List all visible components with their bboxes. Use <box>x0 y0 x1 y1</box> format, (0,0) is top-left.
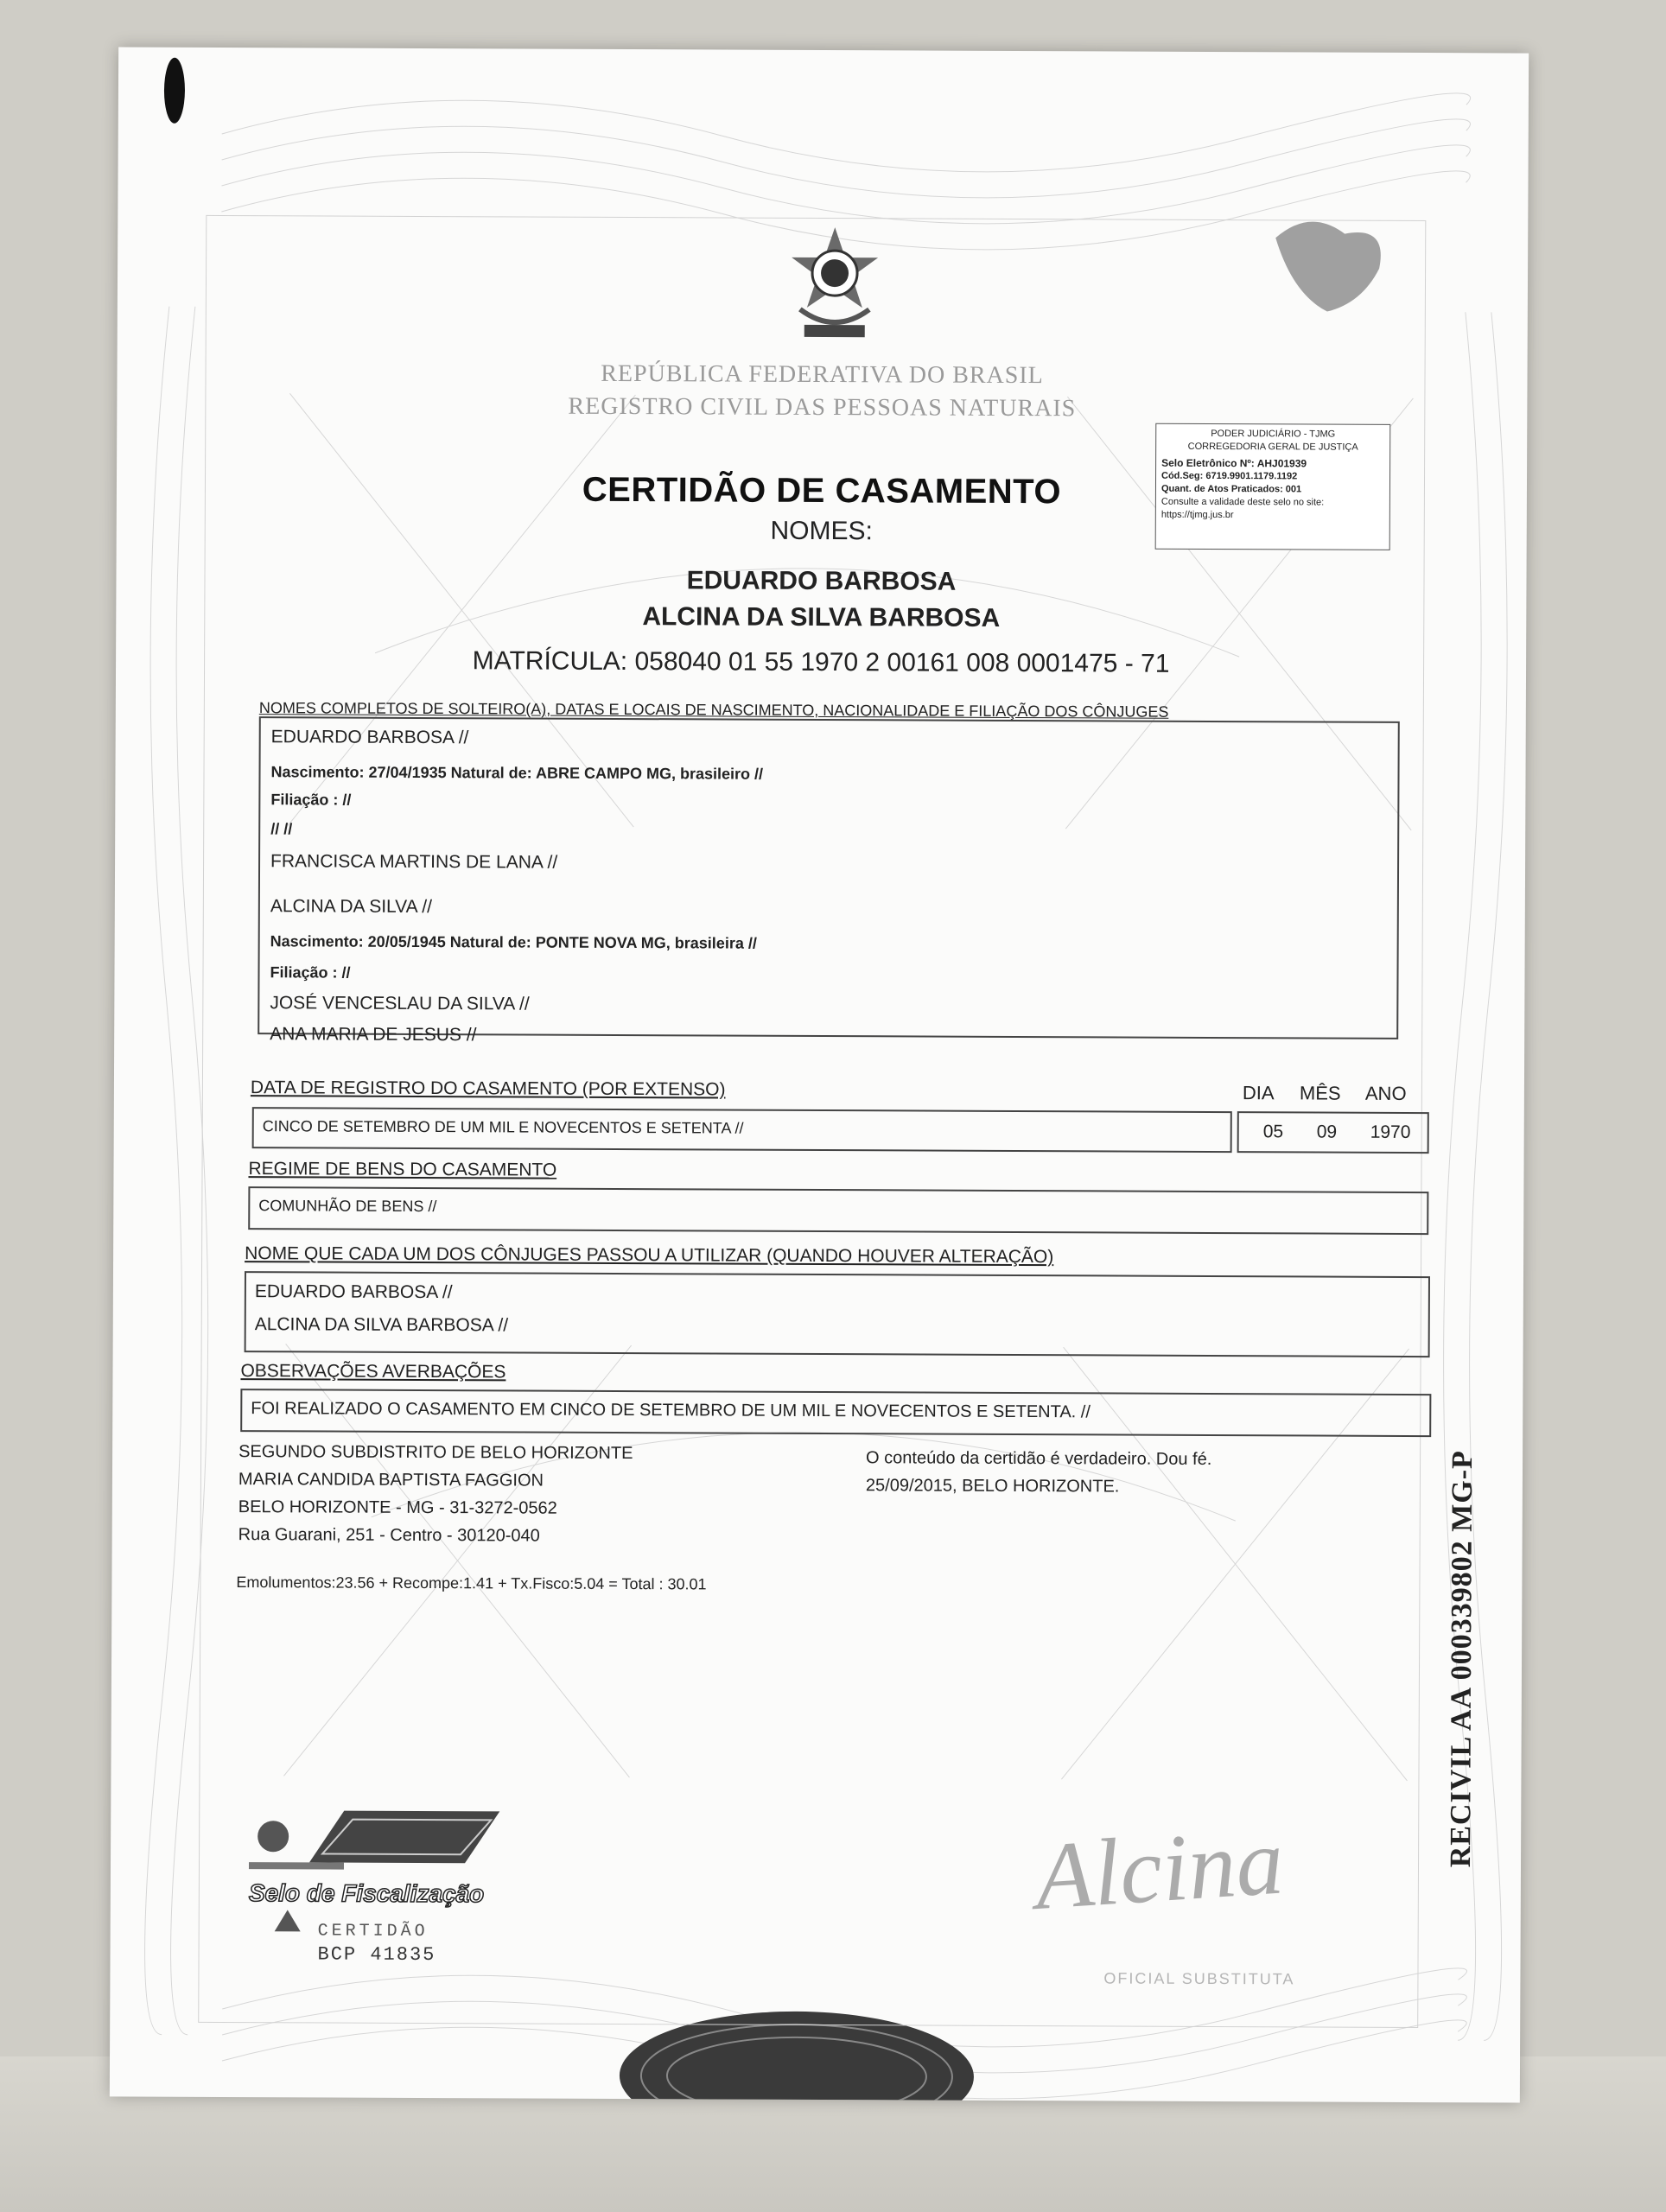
serial-number: RECIVIL AA 000339802 MG-P <box>1445 1450 1479 1868</box>
spouse-line-10: ANA MARIA DE JESUS // <box>270 1024 477 1046</box>
selo-acts-count: Quant. de Atos Praticados: 001 <box>1160 483 1302 495</box>
selo-line-2: CORREGEDORIA GERAL DE JUSTIÇA <box>1187 441 1358 453</box>
month-label: MÊS <box>1299 1082 1341 1104</box>
selo-number: Selo Eletrônico Nº: AHJ01939 <box>1161 456 1307 470</box>
attestation-line-2: 25/09/2015, BELO HORIZONTE. <box>865 1476 1120 1497</box>
signature-caption: OFICIAL SUBSTITUTA <box>1103 1969 1295 1988</box>
coat-of-arms-icon <box>783 223 887 353</box>
spouses-heading: NOMES COMPLETOS DE SOLTEIRO(A), DATAS E LOCAIS DE NASCIMENTO, NACIONALIDADE E FILIAÇÃO DOS CÔNJUGES <box>258 699 1169 721</box>
registration-day: 05 <box>1262 1122 1284 1142</box>
registration-month: 09 <box>1316 1122 1338 1142</box>
new-name-2: ALCINA DA SILVA BARBOSA // <box>254 1314 509 1336</box>
registry-header: REGISTRO CIVIL DAS PESSOAS NATURAIS <box>568 392 1077 423</box>
fiscal-stamp-certidao: CERTIDÃO <box>317 1921 429 1942</box>
selo-line-1: PODER JUDICIÁRIO - TJMG <box>1211 428 1336 440</box>
fiscal-stamp-label: Selo de Fiscalização <box>248 1879 485 1908</box>
spouse-line-1: EDUARDO BARBOSA // <box>270 727 469 748</box>
new-names-heading: NOME QUE CADA UM DOS CÔNJUGES PASSOU A UTILIZAR (QUANDO HOUVER ALTERAÇÃO) <box>245 1243 1054 1268</box>
registration-year: 1970 <box>1370 1122 1411 1142</box>
selo-url: https://tjmg.jus.br <box>1160 509 1234 521</box>
fiscal-stamp-code: BCP 41835 <box>317 1943 436 1967</box>
signature: Alcina <box>1032 1808 1287 1929</box>
office-line-1: SEGUNDO SUBDISTRITO DE BELO HORIZONTE <box>238 1442 633 1464</box>
spouse-line-9: JOSÉ VENCESLAU DA SILVA // <box>270 993 530 1014</box>
office-line-4: Rua Guarani, 251 - Centro - 30120-040 <box>238 1525 540 1546</box>
new-name-1: EDUARDO BARBOSA // <box>254 1281 453 1303</box>
registration-heading: DATA DE REGISTRO DO CASAMENTO (POR EXTENSO) <box>250 1077 726 1100</box>
office-line-3: BELO HORIZONTE - MG - 31-3272-0562 <box>238 1497 557 1518</box>
selo-security-code: Cód.Seg: 6719.9901.1179.1192 <box>1161 470 1298 482</box>
regime-text: COMUNHÃO DE BENS // <box>258 1197 437 1216</box>
attestation-line-1: O conteúdo da certidão é verdadeiro. Dou fé. <box>866 1448 1212 1469</box>
office-line-2: MARIA CANDIDA BAPTISTA FAGGION <box>238 1470 544 1491</box>
spouse-line-6: ALCINA DA SILVA // <box>270 896 433 918</box>
republic-header: REPÚBLICA FEDERATIVA DO BRASIL <box>601 359 1044 390</box>
selo-consult-text: Consulte a validade deste selo no site: <box>1160 496 1325 508</box>
spouse-name-2: ALCINA DA SILVA BARBOSA <box>642 602 1001 632</box>
regime-heading: REGIME DE BENS DO CASAMENTO <box>248 1159 557 1180</box>
spouse-line-4: // // <box>270 820 293 838</box>
page-title: CERTIDÃO DE CASAMENTO <box>582 470 1062 512</box>
day-label: DIA <box>1242 1082 1275 1104</box>
names-label: NOMES: <box>770 516 873 546</box>
spouse-line-2: Nascimento: 27/04/1935 Natural de: ABRE CAMPO MG, brasileiro // <box>270 763 764 783</box>
spouse-name-1: EDUARDO BARBOSA <box>686 566 957 596</box>
observations-heading: OBSERVAÇÕES AVERBAÇÕES <box>240 1361 506 1382</box>
fees-summary: Emolumentos:23.56 + Recompe:1.41 + Tx.Fisco:5.04 = Total : 30.01 <box>236 1573 707 1593</box>
spouse-line-7: Nascimento: 20/05/1945 Natural de: PONTE NOVA MG, brasileira // <box>270 932 757 952</box>
registration-text: CINCO DE SETEMBRO DE UM MIL E NOVECENTOS E SETENTA // <box>262 1117 744 1137</box>
spouse-line-5: FRANCISCA MARTINS DE LANA // <box>270 851 558 873</box>
observations-text: FOI REALIZADO O CASAMENTO EM CINCO DE SETEMBRO DE UM MIL E NOVECENTOS E SETENTA. // <box>251 1399 1091 1422</box>
year-label: ANO <box>1364 1082 1407 1104</box>
spouse-line-3: Filiação : // <box>270 791 352 809</box>
certificate-sheet <box>110 47 1529 2102</box>
matricula: MATRÍCULA: 058040 01 55 1970 2 00161 008 0001475 - 71 <box>472 646 1170 678</box>
spouse-line-8: Filiação : // <box>270 963 351 982</box>
